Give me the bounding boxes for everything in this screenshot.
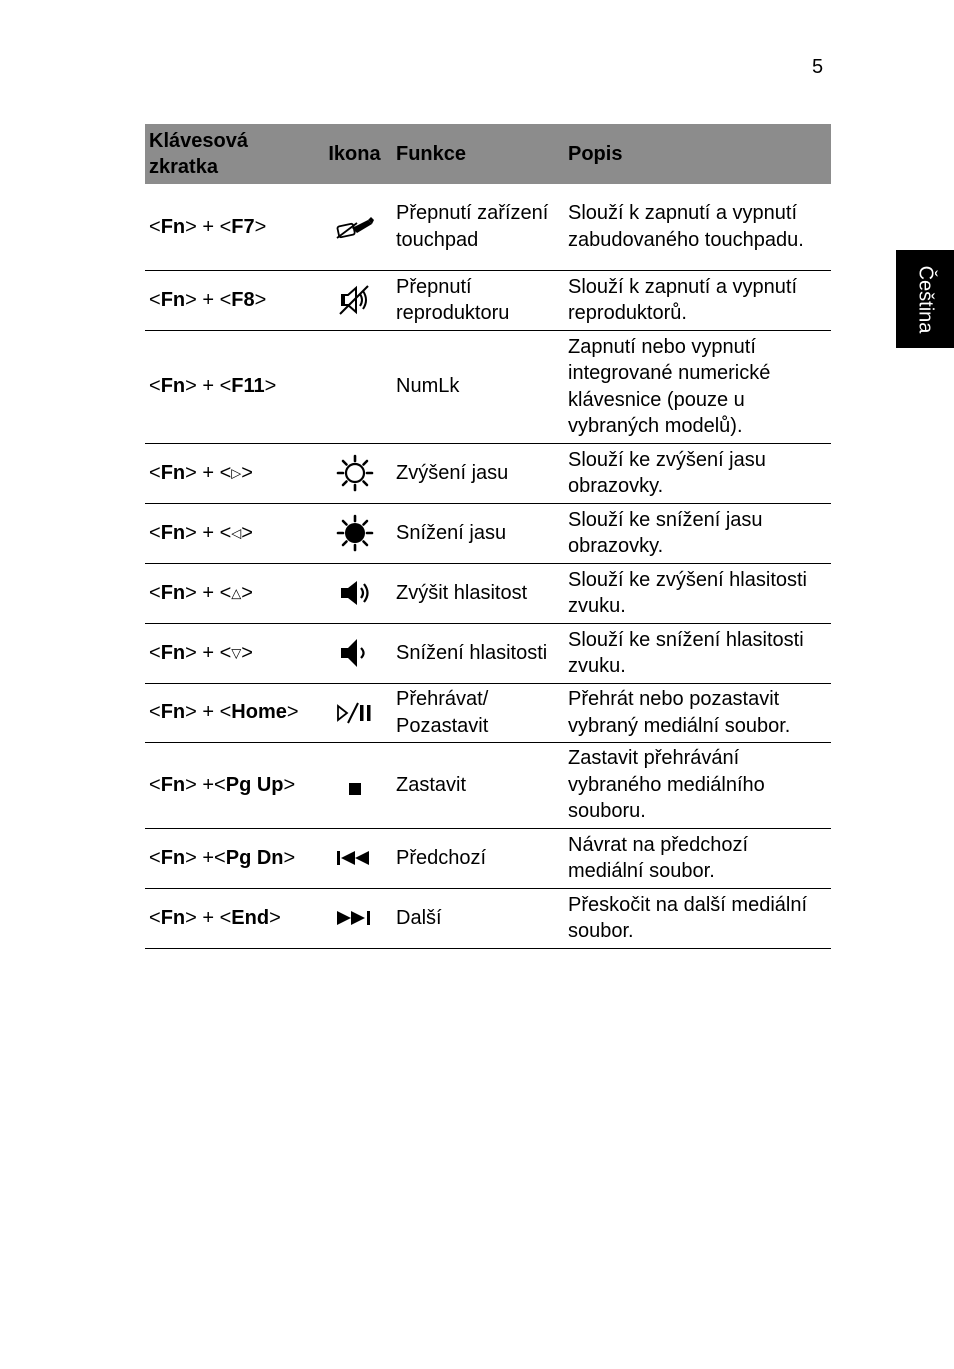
previous-track-icon	[317, 828, 392, 888]
shortcut-cell: <Fn> + <◁>	[145, 503, 317, 563]
description-cell: Slouží k zapnutí a vypnutí reproduktorů.	[564, 270, 831, 330]
description-cell: Slouží ke zvýšení hlasitosti zvuku.	[564, 563, 831, 623]
function-cell: Přehrávat/ Pozastavit	[392, 683, 564, 742]
header-icon: Ikona	[317, 124, 392, 184]
shortcut-cell: <Fn> +<Pg Dn>	[145, 828, 317, 888]
description-cell: Přehrát nebo pozastavit vybraný mediální soubor.	[564, 683, 831, 742]
description-cell: Slouží k zapnutí a vypnutí zabudovaného touchpadu.	[564, 184, 831, 270]
touchpad-toggle-icon	[317, 184, 392, 270]
page-number: 5	[812, 56, 824, 78]
function-cell: Přepnutí zařízení touchpad	[392, 184, 564, 270]
function-cell: NumLk	[392, 330, 564, 443]
function-cell: Zvýšení jasu	[392, 443, 564, 503]
table-row	[145, 503, 831, 563]
description-cell: Zastavit přehrávání vybraného mediálního souboru.	[564, 742, 831, 828]
description-cell: Návrat na předchozí mediální soubor.	[564, 828, 831, 888]
function-cell: Předchozí	[392, 828, 564, 888]
description-cell: Slouží ke snížení hlasitosti zvuku.	[564, 623, 831, 683]
description-cell: Přeskočit na další mediální soubor.	[564, 888, 831, 948]
language-tab	[896, 250, 954, 348]
description-cell: Slouží ke zvýšení jasu obrazovky.	[564, 443, 831, 503]
function-cell: Zastavit	[392, 742, 564, 828]
description-cell: Slouží ke snížení jasu obrazovky.	[564, 503, 831, 563]
table-row	[145, 828, 831, 888]
table-row	[145, 563, 831, 623]
table-row	[145, 683, 831, 742]
shortcut-cell: <Fn> + <▷>	[145, 443, 317, 503]
table-row	[145, 330, 831, 443]
speaker-toggle-icon	[317, 270, 392, 330]
language-tab-label: Čeština	[914, 265, 937, 333]
shortcut-cell: <Fn> + <F11>	[145, 330, 317, 443]
stop-icon	[317, 742, 392, 828]
shortcut-cell: <Fn> + <F7>	[145, 184, 317, 270]
function-cell: Zvýšit hlasitost	[392, 563, 564, 623]
play-pause-icon	[317, 683, 392, 742]
shortcut-cell: <Fn> + <▽>	[145, 623, 317, 683]
shortcut-cell: <Fn> +<Pg Up>	[145, 742, 317, 828]
shortcut-cell: <Fn> + <End>	[145, 888, 317, 948]
table-row	[145, 623, 831, 683]
header-shortcut: Klávesová zkratka	[145, 124, 317, 184]
function-cell: Snížení hlasitosti	[392, 623, 564, 683]
next-track-icon	[317, 888, 392, 948]
table-header-row	[145, 124, 831, 184]
shortcut-cell: <Fn> + <△>	[145, 563, 317, 623]
description-cell: Zapnutí nebo vypnutí integrované numerické klávesnice (pouze u vybraných modelů).	[564, 330, 831, 443]
brightness-down-icon	[317, 503, 392, 563]
table-row	[145, 270, 831, 330]
header-function: Funkce	[392, 124, 564, 184]
function-cell: Další	[392, 888, 564, 948]
function-cell: Přepnutí reproduktoru	[392, 270, 564, 330]
shortcut-cell: <Fn> + <Home>	[145, 683, 317, 742]
shortcut-cell: <Fn> + <F8>	[145, 270, 317, 330]
table-row	[145, 888, 831, 948]
header-description: Popis	[564, 124, 831, 184]
volume-up-icon	[317, 563, 392, 623]
table-row	[145, 184, 831, 270]
table-row	[145, 742, 831, 828]
icon-cell-empty	[317, 330, 392, 443]
table-row	[145, 443, 831, 503]
volume-down-icon	[317, 623, 392, 683]
shortcut-table	[145, 124, 831, 949]
brightness-up-icon	[317, 443, 392, 503]
function-cell: Snížení jasu	[392, 503, 564, 563]
